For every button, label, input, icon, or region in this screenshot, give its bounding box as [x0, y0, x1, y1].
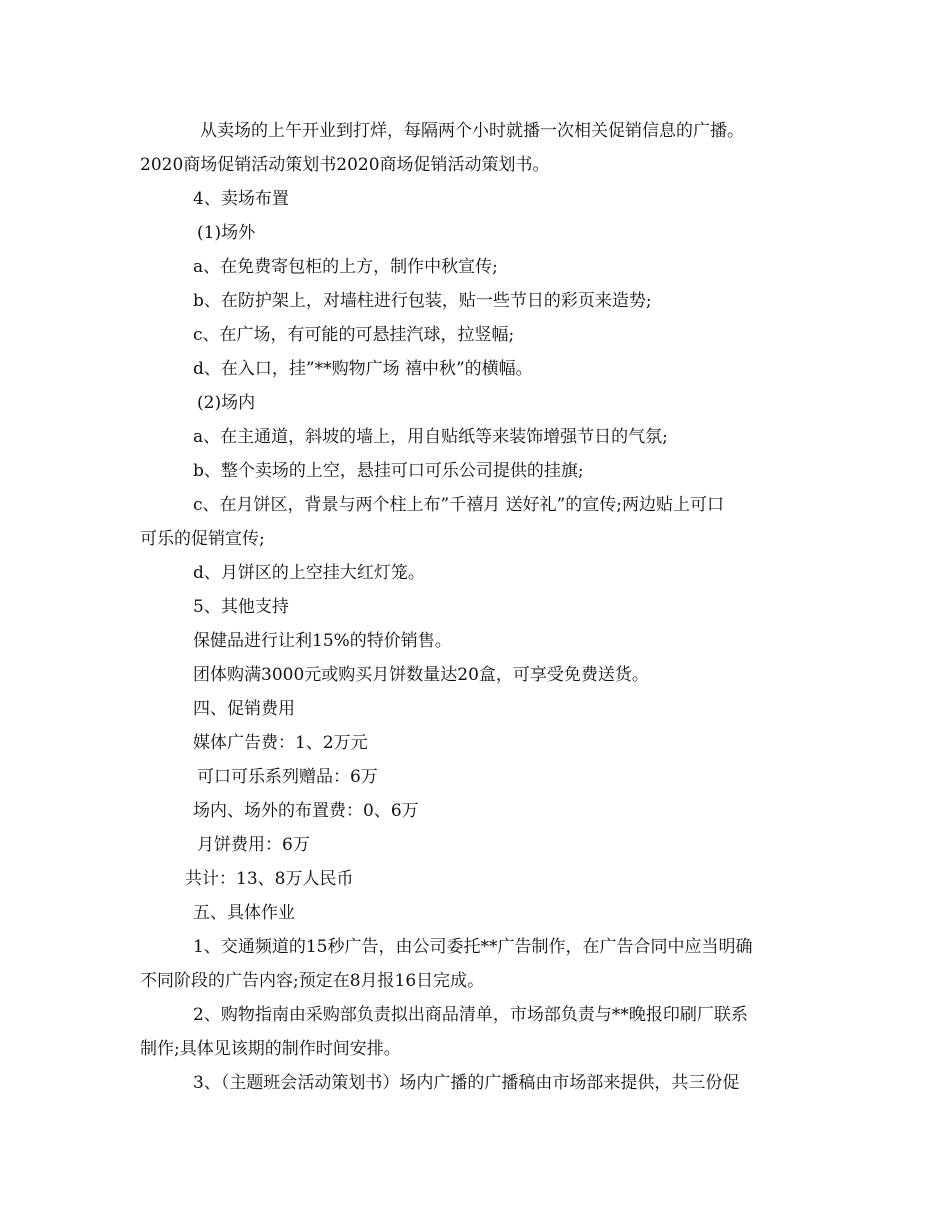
- cost-total: 共计：13、8万人民币: [185, 869, 354, 889]
- subsection-heading: (1)场外: [197, 223, 256, 243]
- list-item: d、在入口，挂”**购物广场 禧中秋”的横幅。: [193, 359, 533, 379]
- list-item: c、在月饼区，背景与两个柱上布”千禧月 送好礼”的宣传;两边贴上可口: [193, 495, 725, 515]
- paragraph-line: 2020商场促销活动策划书2020商场促销活动策划书。: [140, 155, 550, 175]
- subsection-heading: (2)场内: [197, 393, 256, 413]
- paragraph-line: 2、购物指南由采购部负责拟出商品清单，市场部负责与**晚报印刷厂联系: [193, 1005, 748, 1025]
- section-heading: 4、卖场布置: [193, 189, 289, 209]
- list-item: a、在主通道，斜坡的墙上，用自贴纸等来装饰增强节日的气氛;: [193, 427, 668, 447]
- list-item: c、在广场，有可能的可悬挂汽球，拉竖幅;: [193, 325, 515, 345]
- cost-item: 媒体广告费：1、2万元: [193, 733, 368, 753]
- paragraph-line: 保健品进行让利15%的特价销售。: [193, 631, 452, 651]
- paragraph-line: 可乐的促销宣传;: [140, 529, 265, 549]
- cost-item: 可口可乐系列赠品：6万: [197, 767, 378, 787]
- cost-item: 场内、场外的布置费：0、6万: [193, 801, 419, 821]
- paragraph-line: 1、交通频道的15秒广告，由公司委托**广告制作，在广告合同中应当明确: [193, 937, 753, 957]
- cost-item: 月饼费用：6万: [197, 835, 310, 855]
- section-heading: 5、其他支持: [193, 597, 289, 617]
- section-heading: 五、具体作业: [193, 903, 295, 923]
- paragraph-line: 制作;具体见该期的制作时间安排。: [140, 1039, 401, 1059]
- list-item: d、月饼区的上空挂大红灯笼。: [193, 563, 425, 583]
- paragraph-line: 3、（主题班会活动策划书）场内广播的广播稿由市场部来提供，共三份促: [193, 1073, 740, 1093]
- paragraph-line: 团体购满3000元或购买月饼数量达20盒，可享受免费送货。: [193, 665, 649, 685]
- paragraph-line: 不同阶段的广告内容;预定在8月报16日完成。: [140, 971, 485, 991]
- list-item: b、整个卖场的上空，悬挂可口可乐公司提供的挂旗;: [193, 461, 584, 481]
- list-item: b、在防护架上，对墙柱进行包装，贴一些节日的彩页来造势;: [193, 291, 652, 311]
- paragraph-line: 从卖场的上午开业到打烊，每隔两个小时就播一次相关促销信息的广播。: [200, 121, 744, 141]
- list-item: a、在免费寄包柜的上方，制作中秋宣传;: [193, 257, 498, 277]
- section-heading: 四、促销费用: [193, 699, 295, 719]
